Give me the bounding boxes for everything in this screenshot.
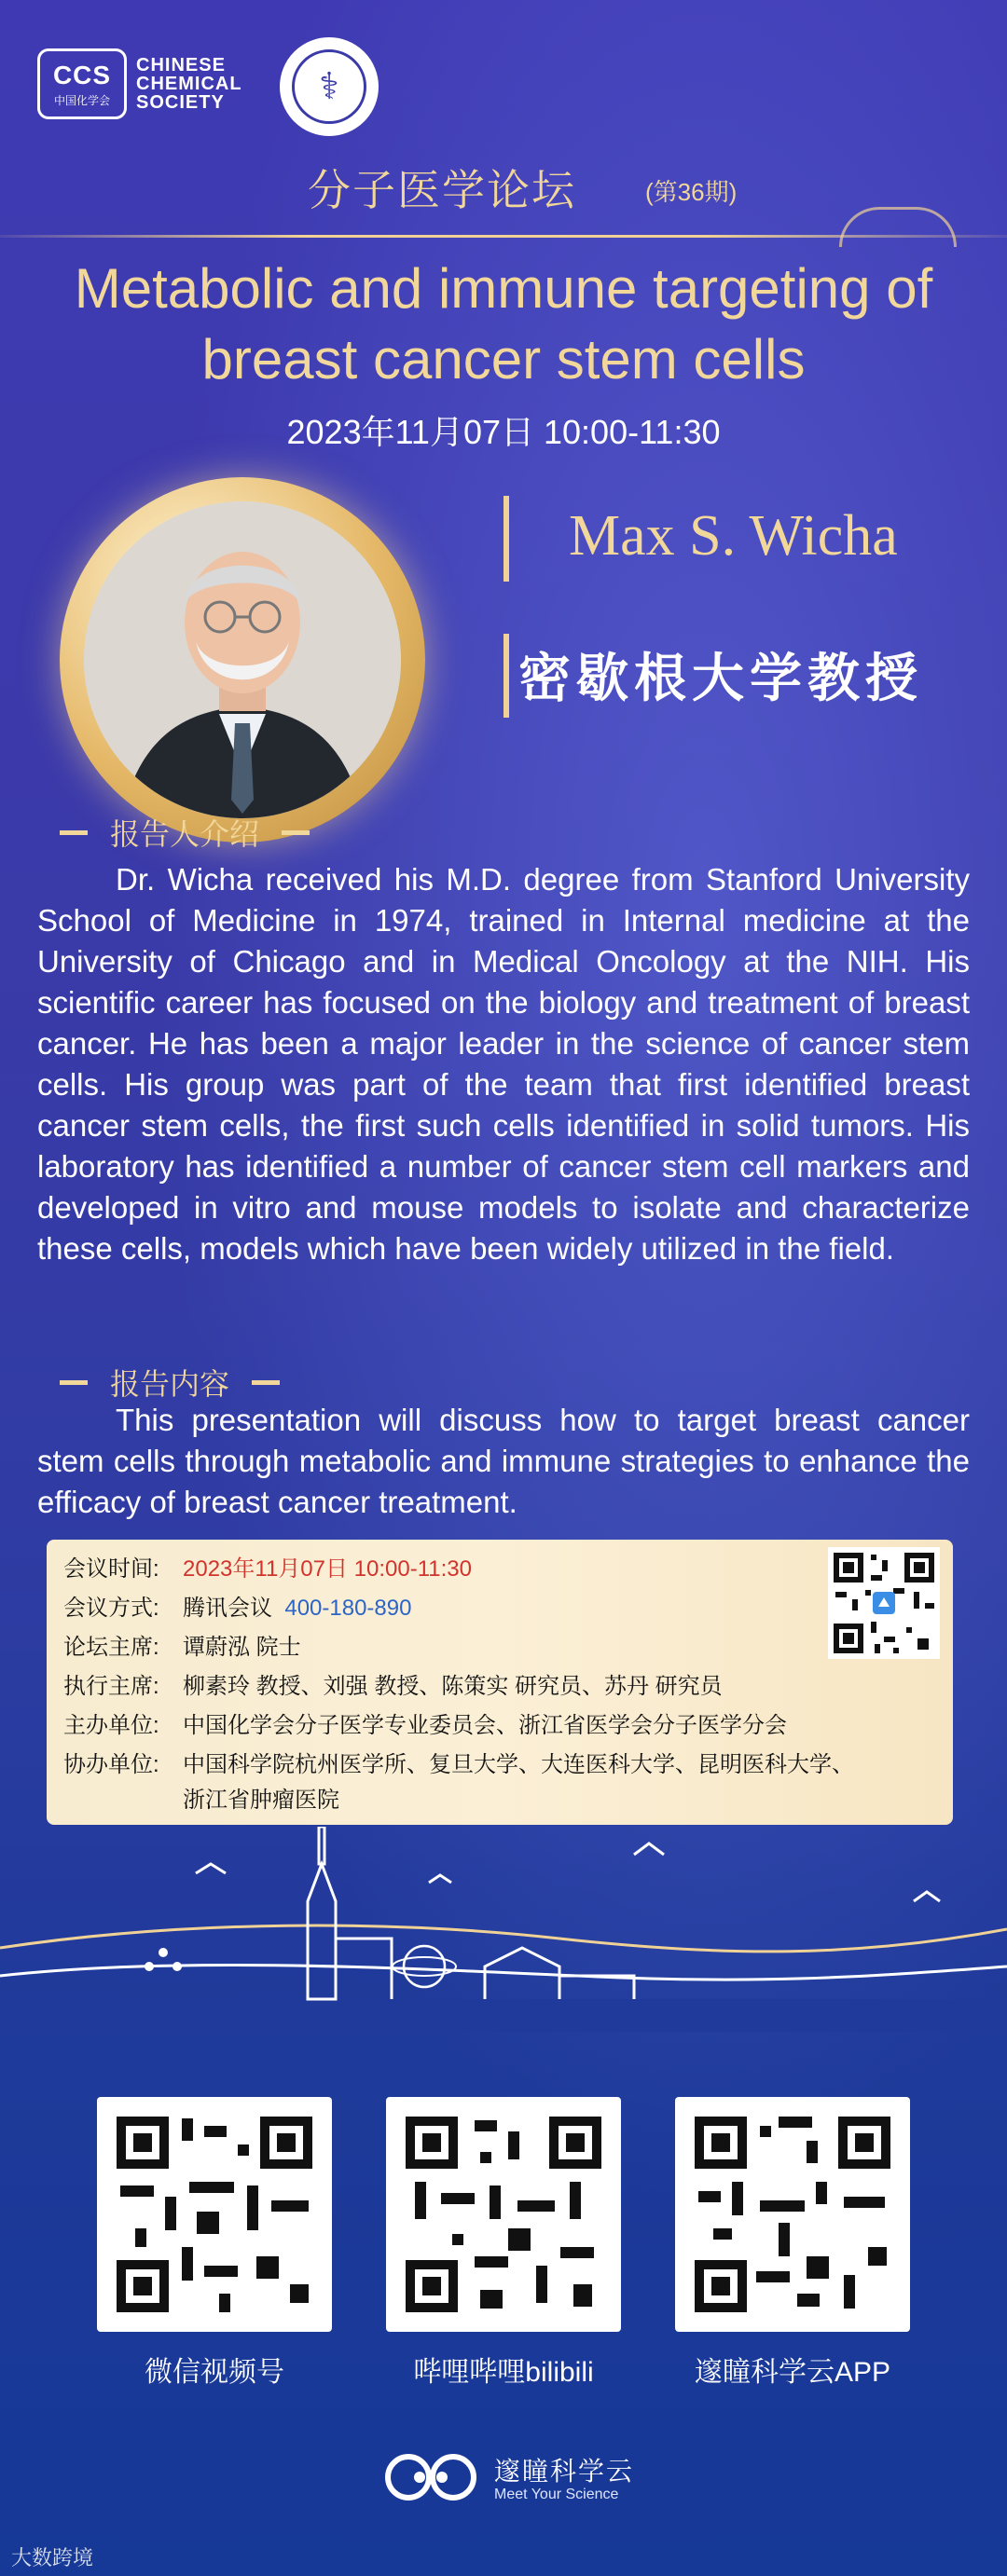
chair-label: 论坛主席: (63, 1635, 159, 1660)
speaker-name: Max S. Wicha (569, 504, 898, 568)
chair-value: 谭蔚泓 院士 (183, 1635, 301, 1660)
talk-datetime: 2023年11月07日 10:00-11:30 (286, 413, 721, 451)
qr-app-label: 邃瞳科学云APP (694, 2357, 891, 2388)
bio-text: Dr. Wicha received his M.D. degree from Stanford University School of Medicine in 1974, trained in Internal medicine at the University of Chicago and in Medical Oncology at the NIH. His scientific career has focused on the biology and treatment of breast cancer. He has been a major leader in the science of cancer stem cells. His group was part of the team that first identified breast cancer stem cells, the first such cells identified in solid tumors. His laboratory has identified a number of cancer stem cell markers and developed in vitro and mouse models to isolate and characterize these cells, models which have been widely utilized in the field. (37, 862, 970, 1266)
affiliation-divider (504, 634, 509, 718)
talk-title-line-2: breast cancer stem cells (201, 328, 806, 391)
heading-dash-left (60, 830, 88, 835)
info-card (47, 1540, 953, 1825)
city-skyline-illustration (0, 1827, 1007, 2032)
gold-divider (0, 235, 1007, 238)
talk-title-line-1: Metabolic and immune targeting of (74, 257, 933, 320)
medical-society-seal-icon: ⚕ (280, 37, 379, 136)
info-row-co (63, 1750, 854, 1780)
speaker-affiliation: 密歇根大学教授 (518, 648, 923, 709)
content-heading-text: 报告内容 (110, 1367, 230, 1401)
brand-tagline: Meet Your Science (494, 2487, 619, 2502)
ccs-abbr: CCS (52, 60, 112, 89)
ccs-cn-name: 中国化学会 (53, 93, 110, 107)
time-label: 会议时间: (63, 1556, 159, 1582)
info-row-time (63, 1555, 472, 1584)
qr-app[interactable] (675, 2097, 910, 2332)
mode-value: 腾讯会议 (183, 1596, 272, 1621)
heading-dash-right (282, 830, 310, 835)
ccs-logo (37, 48, 127, 119)
forum-issue: (第36期) (645, 178, 738, 206)
meeting-id[interactable]: 400-180-890 (284, 1596, 412, 1621)
heading-dash-left (60, 1380, 88, 1385)
brand-logo-icon (382, 2449, 485, 2505)
ccs-en-line-1: CHINESE (136, 55, 226, 75)
watermark: 大数跨境 (11, 2546, 94, 2569)
co-label: 协办单位: (63, 1752, 159, 1777)
host-value: 中国化学会分子医学专业委员会、浙江省医学会分子医学分会 (183, 1713, 787, 1738)
bio-heading-text: 报告人介绍 (110, 817, 260, 851)
content-heading (37, 1361, 302, 1404)
ccs-english-name (136, 56, 242, 112)
name-divider (504, 496, 509, 582)
qr-wechat-label: 微信视频号 (145, 2357, 284, 2388)
ccs-en-line-2: CHEMICAL (136, 74, 242, 94)
bio-heading (37, 811, 332, 854)
co-value-2: 浙江省肿瘤医院 (183, 1788, 339, 1813)
qr-wechat-channels[interactable] (97, 2097, 332, 2332)
mode-label: 会议方式: (63, 1596, 159, 1621)
info-row-host (63, 1711, 787, 1741)
time-value: 2023年11月07日 10:00-11:30 (183, 1556, 472, 1582)
exec-label: 执行主席: (63, 1674, 159, 1699)
info-row-mode (63, 1594, 411, 1624)
ccs-en-line-3: SOCIETY (136, 92, 225, 113)
decorative-arch (839, 207, 957, 247)
info-row-chair (63, 1633, 301, 1663)
meeting-qr-code[interactable] (828, 1547, 940, 1659)
info-row-co-cont (183, 1786, 339, 1816)
brand-name: 邃瞳科学云 (494, 2457, 635, 2486)
exec-value: 柳素玲 教授、刘强 教授、陈策实 研究员、苏丹 研究员 (183, 1674, 723, 1699)
content-text: This presentation will discuss how to target breast cancer stem cells through metabolic and immune strategies to enhance the efficacy of breast cancer treatment. (37, 1403, 970, 1519)
host-label: 主办单位: (63, 1713, 159, 1738)
talk-title (28, 253, 979, 395)
speaker-photo (84, 501, 401, 818)
heading-dash-right (252, 1380, 280, 1385)
co-value-1: 中国科学院杭州医学所、复旦大学、大连医科大学、昆明医科大学、 (183, 1752, 854, 1777)
qr-bilibili-label: 哔哩哔哩bilibili (413, 2357, 594, 2388)
info-row-exec (63, 1672, 723, 1702)
forum-title: 分子医学论坛 (308, 166, 576, 214)
qr-bilibili[interactable] (386, 2097, 621, 2332)
